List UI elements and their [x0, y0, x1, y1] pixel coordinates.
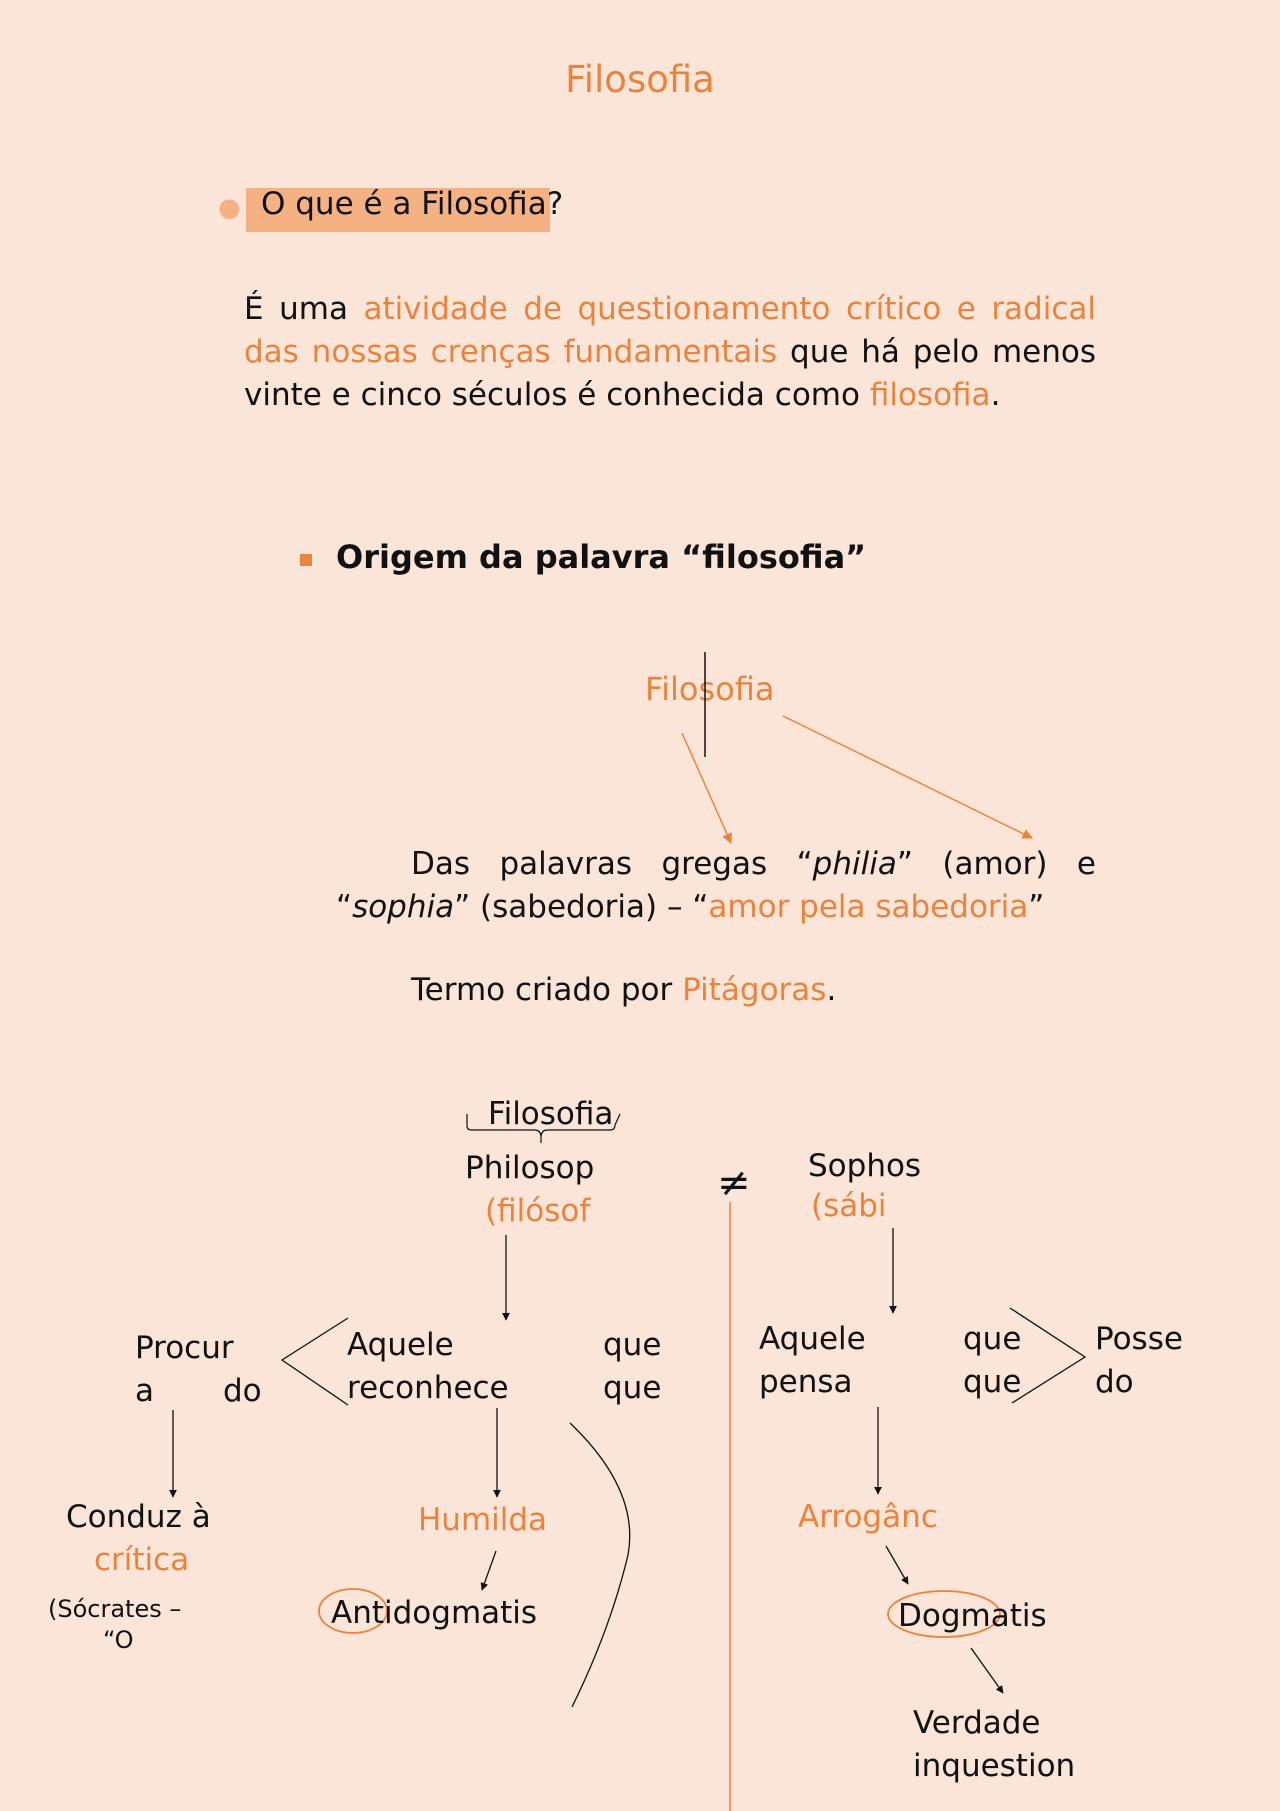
etym-p2: ” (amor) e “ [336, 846, 1096, 925]
etym-p4: ” [1028, 889, 1045, 925]
humildade-label: Humilda [418, 1502, 548, 1538]
term-suffix: . [826, 972, 837, 1008]
philosop-sub: (filósof [485, 1193, 591, 1229]
page-title: Filosofia [565, 58, 715, 101]
conduz-label: Conduz à [66, 1499, 211, 1535]
definition-middle: que há pelo menos vinte e cinco séculos é conhecida como [244, 334, 1096, 413]
etym-sophia: sophia [352, 889, 455, 925]
definition-end: . [990, 377, 1001, 413]
definition-term: filosofia [869, 377, 991, 413]
left-box-l2a: reconhece [347, 1370, 509, 1406]
sophos-label: Sophos [808, 1148, 922, 1184]
far-left-l2a: a [135, 1373, 154, 1409]
arrow-dogmatismo [971, 1648, 1003, 1693]
right-box-l1b: que [963, 1321, 1022, 1357]
arrow-arrogancia [886, 1546, 908, 1584]
far-right-l1: Posse [1095, 1321, 1183, 1357]
etym-philia: philia [812, 846, 897, 882]
curve-line [570, 1423, 630, 1707]
left-box-l1a: Aquele [347, 1327, 454, 1363]
arrogancia-label: Arrogânc [798, 1499, 938, 1535]
etymology-word: Filosofia [645, 670, 775, 708]
definition-lead: É uma [244, 291, 364, 327]
philosop-label: Philosop [465, 1150, 595, 1186]
verdade-line-2: inquestion [913, 1748, 1076, 1784]
angle-left [282, 1318, 348, 1405]
left-box-l1b: que [603, 1327, 662, 1363]
origin-heading: Origem da palavra “filosofia” [336, 538, 867, 576]
term-creator: Pitágoras [682, 972, 827, 1008]
far-left-l2b: do [223, 1373, 262, 1409]
critica-label: crítica [94, 1542, 190, 1578]
diagram-word: Filosofia [488, 1096, 614, 1132]
left-box-l2b: que [603, 1370, 662, 1406]
dogmatismo-label: Dogmatis [898, 1598, 1047, 1634]
not-equal-sign: ≠ [717, 1160, 751, 1206]
etym-p1: Das palavras gregas “ [411, 846, 813, 882]
verdade-line-1: Verdade [913, 1705, 1041, 1741]
socrates-line-1: (Sócrates – [48, 1595, 182, 1623]
socrates-line-2: “O [103, 1626, 134, 1654]
far-left-l1: Procur [135, 1330, 234, 1366]
right-box-l2a: pensa [759, 1364, 853, 1400]
right-box-l2b: que [963, 1364, 1022, 1400]
definition-highlight: atividade de questionamento crítico e radical das nossas crenças fundamentais [244, 291, 1097, 370]
question-text: O que é a Filosofia? [261, 186, 564, 222]
arrow-humildade [482, 1551, 496, 1590]
right-box-l1a: Aquele [759, 1321, 866, 1357]
sophos-sub: (sábi [811, 1188, 887, 1224]
etym-p3: ” (sabedoria) – “ [454, 889, 709, 925]
term-prefix: Termo criado por [411, 972, 683, 1008]
far-right-l2: do [1095, 1364, 1134, 1400]
etym-meaning: amor pela sabedoria [708, 889, 1029, 925]
bullet-dot-icon: ● [218, 193, 241, 223]
antidogmatismo-label: Antidogmatis [331, 1595, 538, 1631]
